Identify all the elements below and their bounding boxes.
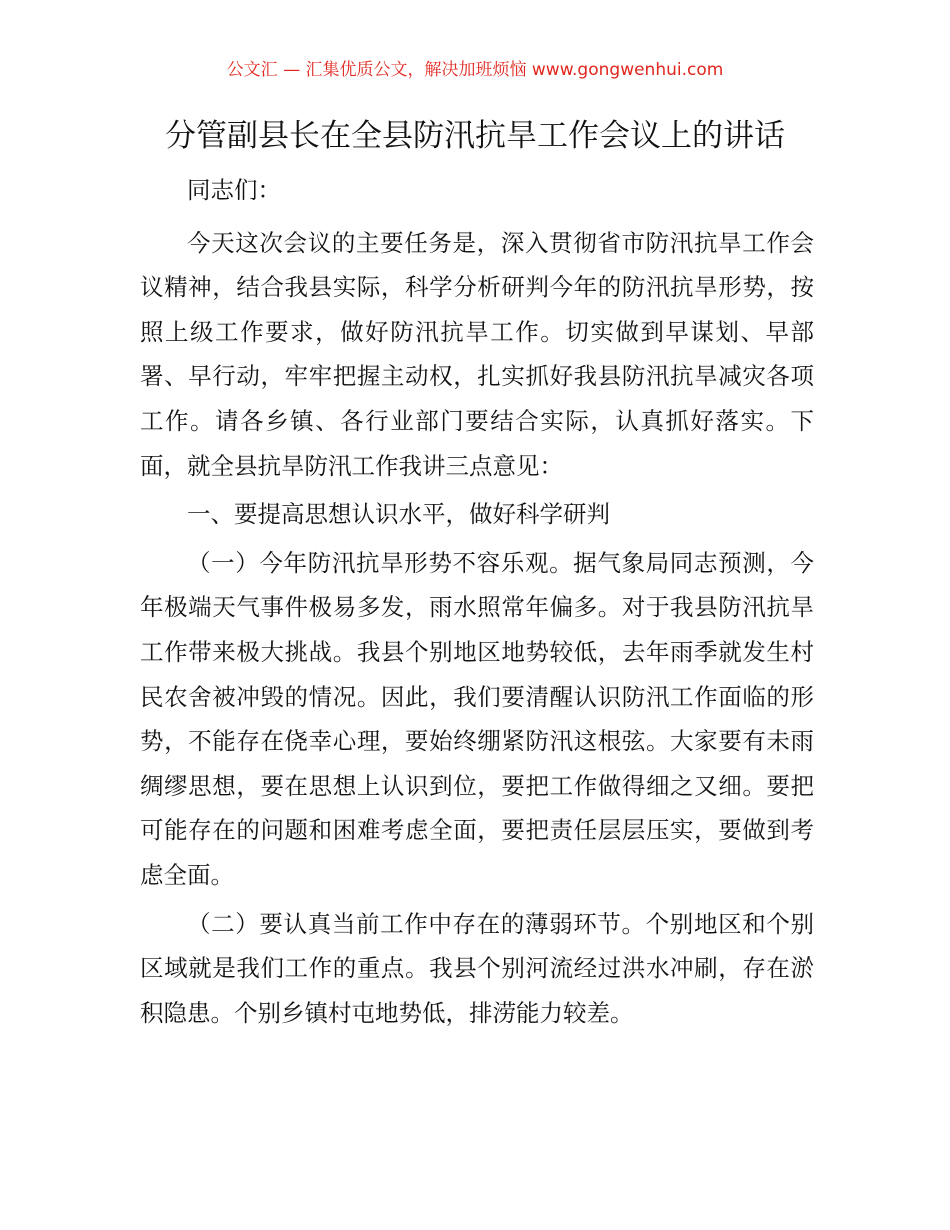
salutation: 同志们： [187, 176, 281, 204]
section-heading-1: 一、要提高思想认识水平，做好科学研判 [187, 500, 610, 529]
paragraph-subsection-2: （二）要认真当前工作中存在的薄弱环节。个别地区和个别区域就是我们工作的重点。我县个别河流经过洪水冲刷，存在淤积隐患。个别乡镇村屯地势低，排涝能力较差。 [140, 909, 814, 1027]
paragraph-intro: 今天这次会议的主要任务是，深入贯彻省市防汛抗旱工作会议精神，结合我县实际，科学分析研判今年的防汛抗旱形势，按照上级工作要求，做好防汛抗旱工作。切实做到早谋划、早部署、早行动，牢牢把握主动权，扎实抓好我县防汛抗旱减灾各项工作。请各乡镇、各行业部门要结合实际，认真抓好落实。下面，就全县抗旱防汛工作我讲三点意见： [140, 228, 814, 480]
document-body [140, 168, 814, 1035]
document-title: 分管副县长在全县防汛抗旱工作会议上的讲话 [165, 118, 785, 154]
header-banner: 公文汇 — 汇集优质公文，解决加班烦恼 www.gongwenhui.com [226, 60, 724, 80]
paragraph-subsection-1: （一）今年防汛抗旱形势不容乐观。据气象局同志预测，今年极端天气事件极易多发，雨水照常年偏多。对于我县防汛抗旱工作带来极大挑战。我县个别地区地势较低，去年雨季就发生村民农舍被冲毁的情况。因此，我们要清醒认识防汛工作面临的形势，不能存在侥幸心理，要始终绷紧防汛这根弦。大家要有未雨绸缪思想，要在思想上认识到位，要把工作做得细之又细。要把可能存在的问题和困难考虑全面，要把责任层层压实，要做到考虑全面。 [140, 548, 814, 889]
